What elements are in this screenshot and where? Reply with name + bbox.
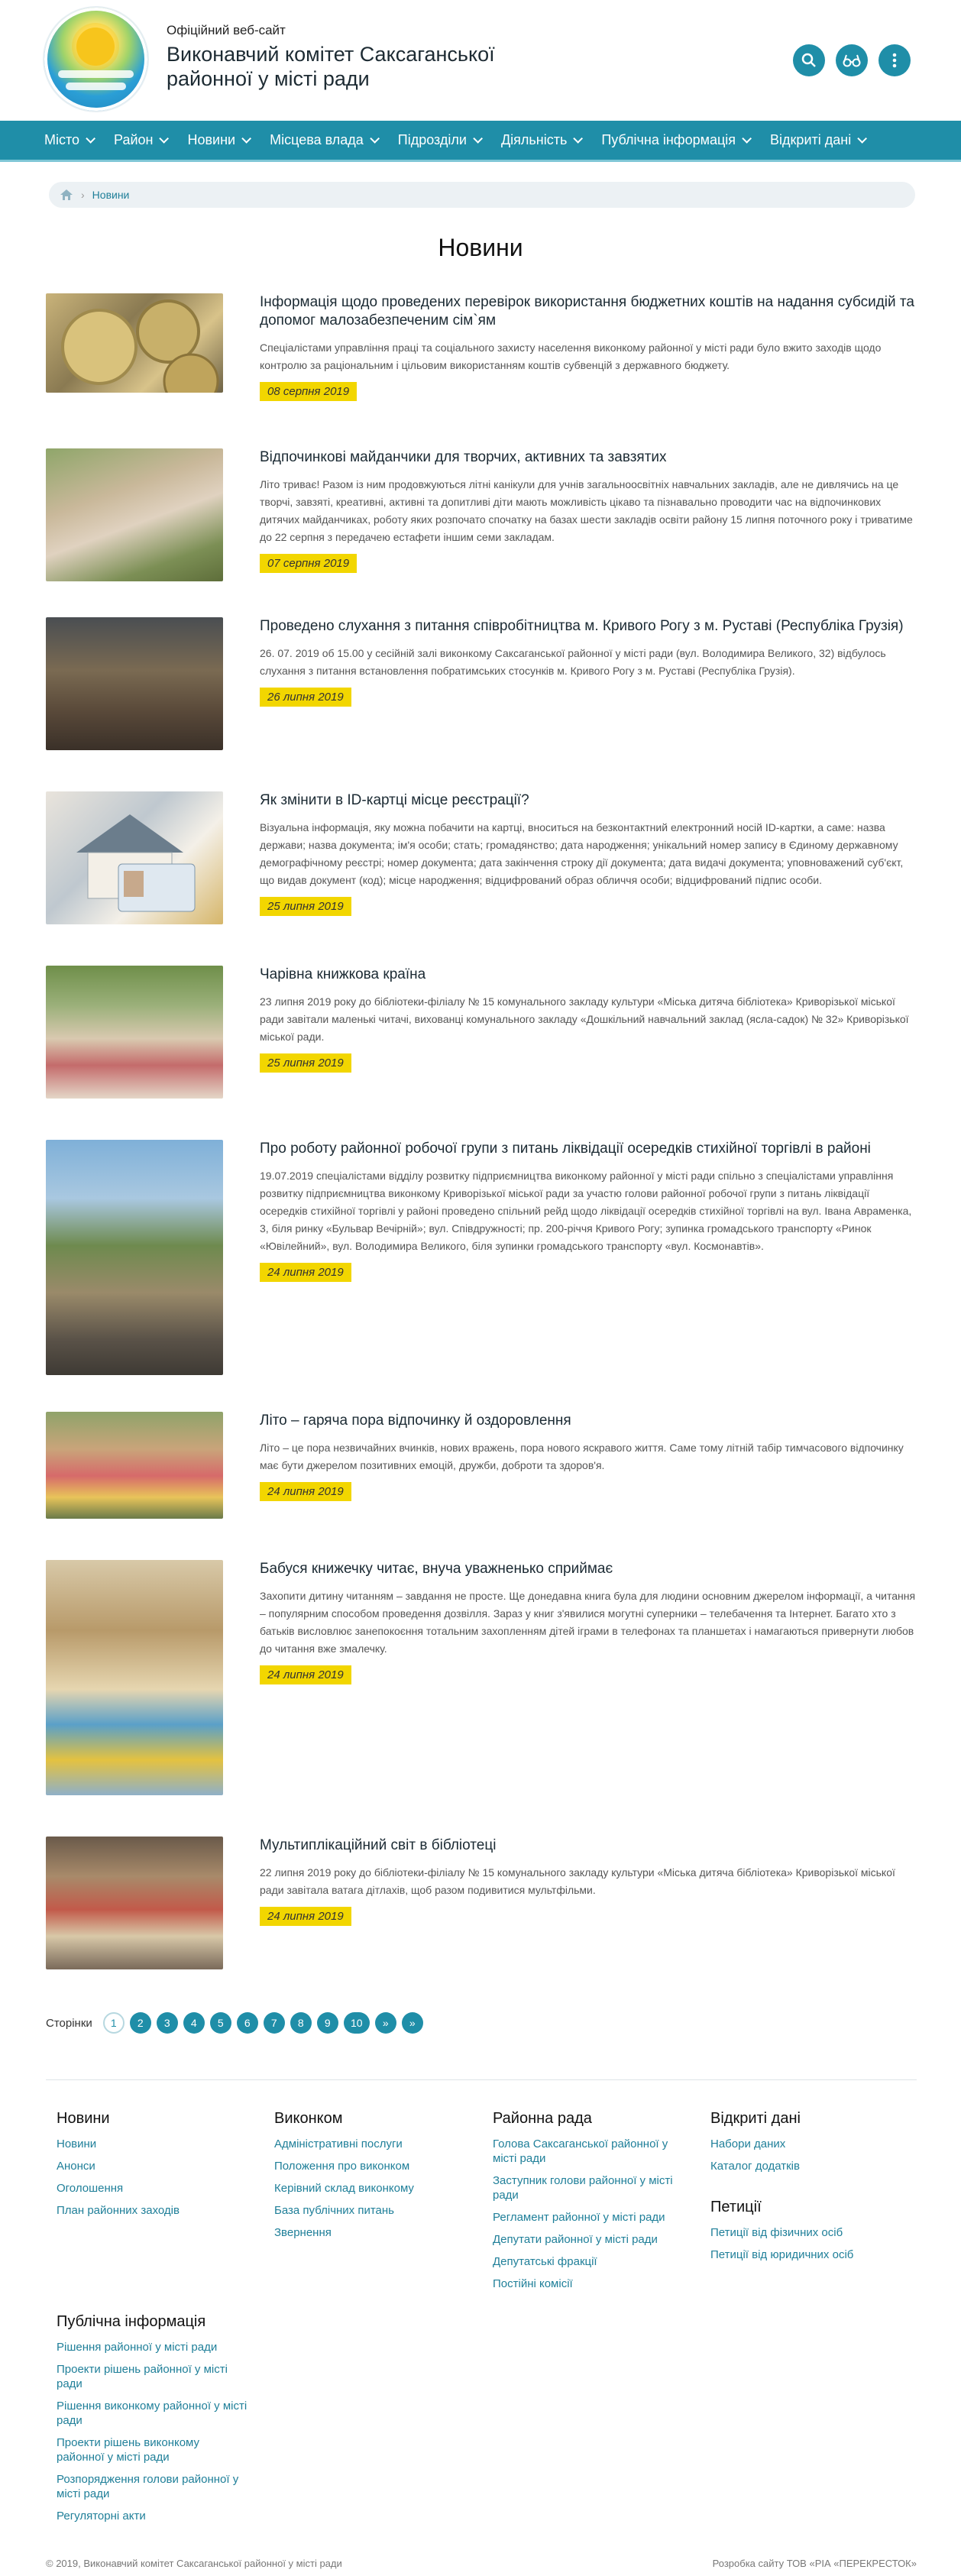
footer-link[interactable]: Каталог додатків: [710, 2160, 800, 2173]
developer-credit[interactable]: Розробка сайту ТОВ «РІА «ПЕРЕКРЕСТОК»: [712, 2558, 917, 2569]
more-menu-button[interactable]: [878, 44, 911, 76]
page-link[interactable]: 10: [344, 2012, 370, 2034]
footer-heading: Публічна інформація: [57, 2313, 206, 2330]
page-link[interactable]: 3: [157, 2012, 178, 2034]
site-logo[interactable]: [44, 8, 147, 111]
news-date: 25 липня 2019: [260, 1053, 351, 1073]
footer-link[interactable]: Рішення виконкому районної у місті ради: [57, 2400, 248, 2427]
site-tagline: Офіційний веб-сайт: [167, 23, 286, 37]
nav-item-raion[interactable]: Район: [114, 121, 166, 160]
footer-col-open-data: [710, 2110, 901, 2181]
coin-image: [46, 293, 223, 393]
chevron-down-icon: [370, 134, 380, 144]
news-thumbnail[interactable]: [46, 966, 223, 1099]
news-excerpt: 26. 07. 2019 об 15.00 у сесійній залі виконкому Саксаганської районної у місті ради (вул. Володимира Великого, 32) відбулось слухання з питання встановлення побратимських стосунків м. Кривого Рогу з м. Руставі (Республіка Грузія).: [260, 647, 886, 677]
sun-icon: [76, 28, 115, 66]
news-title[interactable]: Відпочинкові майданчики для творчих, активних та завзятих: [260, 449, 667, 465]
chevron-down-icon: [241, 134, 251, 144]
footer-link[interactable]: Новини: [57, 2137, 97, 2150]
home-icon[interactable]: [60, 189, 73, 201]
breadcrumb-separator: ›: [81, 189, 85, 201]
page-link[interactable]: 5: [210, 2012, 231, 2034]
footer-link[interactable]: Петиції від юридичних осіб: [710, 2248, 854, 2261]
site-header: [0, 0, 961, 121]
page-link[interactable]: 9: [317, 2012, 338, 2034]
footer-link[interactable]: Заступник голови районної у місті ради: [493, 2174, 673, 2202]
search-icon: [801, 53, 817, 68]
footer-link[interactable]: Проекти рішень виконкому районної у місті ради: [57, 2436, 200, 2464]
chevron-down-icon: [160, 134, 170, 144]
news-date: 24 липня 2019: [260, 1907, 351, 1926]
wave-icon: [66, 83, 126, 90]
wave-icon: [58, 70, 134, 78]
copyright: © 2019, Виконавчий комітет Саксаганської районної у місті ради: [46, 2558, 342, 2569]
footer-link[interactable]: Проекти рішень районної у місті ради: [57, 2363, 228, 2390]
footer-link[interactable]: Регламент районної у місті ради: [493, 2211, 665, 2224]
search-button[interactable]: [793, 44, 825, 76]
chevron-down-icon: [742, 134, 752, 144]
pagination: [46, 2012, 429, 2034]
footer-heading: Відкриті дані: [710, 2110, 801, 2127]
news-date: 08 серпня 2019: [260, 382, 357, 401]
pagination-label: Сторінки: [46, 2016, 92, 2030]
footer-col-news: [57, 2110, 248, 2225]
accessibility-button[interactable]: [836, 44, 868, 76]
footer-link[interactable]: Голова Саксаганської районної у місті ради: [493, 2137, 668, 2165]
page-link[interactable]: 7: [264, 2012, 285, 2034]
footer-link[interactable]: Розпорядження голови районної у місті ради: [57, 2473, 239, 2500]
news-thumbnail[interactable]: [46, 448, 223, 581]
footer-link[interactable]: План районних заходів: [57, 2204, 180, 2217]
news-date: 24 липня 2019: [260, 1263, 351, 1282]
footer-link[interactable]: Регуляторні акти: [57, 2510, 146, 2523]
breadcrumb-current: Новини: [92, 189, 130, 201]
nav-item-misto[interactable]: Місто: [44, 121, 92, 160]
footer-link[interactable]: Депутати районної у місті ради: [493, 2233, 658, 2246]
news-title[interactable]: Літо – гаряча пора відпочинку й оздоровлення: [260, 1413, 571, 1429]
footer-link[interactable]: Депутатські фракції: [493, 2255, 597, 2268]
footer-link[interactable]: Положення про виконком: [274, 2160, 410, 2173]
news-excerpt: Літо – це пора незвичайних вчинків, нових вражень, пора нового яскравого життя. Саме тому літній табір тимчасового відпочинку має бути джерелом позитивних емоцій, дружби, доброти та здоров'я.: [260, 1442, 904, 1471]
page-link-current[interactable]: 1: [103, 2012, 125, 2034]
news-excerpt: Захопити дитину читанням – завдання не просте. Ще донедавна книга була для людини основним джерелом інформації, а читання – популярним способом проведення дозвілля. Зараз у книг з'явилися могутні суперники – телебачення та Інтернет. Багато хто з батьків висловлює занепокоєння тотальним захопленням дітей іграми в телефонах та планшетах і намагаються привернути любов до читання вже змалечку.: [260, 1590, 916, 1655]
glasses-icon: [843, 53, 861, 68]
footer-link[interactable]: Звернення: [274, 2226, 332, 2239]
nav-item-diialnist[interactable]: Діяльність: [501, 121, 580, 160]
footer-link[interactable]: Набори даних: [710, 2137, 786, 2150]
nav-item-pidrozdily[interactable]: Підрозділи: [398, 121, 480, 160]
footer-link[interactable]: Рішення районної у місті ради: [57, 2341, 218, 2354]
nav-item-vidkryti-dani[interactable]: Відкриті дані: [770, 121, 864, 160]
footer-heading: Петиції: [710, 2199, 762, 2215]
page-link[interactable]: 6: [237, 2012, 258, 2034]
news-excerpt: Візуальна інформація, яку можна побачити на картці, вноситься на безконтактний електронний носій ID-картки, а саме: назва держави; назва документа; ім'я особи; стать; громадянство; дата народження; унікальний номер запису в Єдиному державному демографічному реєстрі; номер документа; дата закінчення строку дії документа; дата видачі документа; уповноважений суб'єкт, що видав документ (код); місце народження; відцифрований образ обличчя особи; відцифрований підпис особи.: [260, 821, 904, 886]
footer-link[interactable]: База публічних питань: [274, 2204, 394, 2217]
news-date: 26 липня 2019: [260, 688, 351, 707]
news-title[interactable]: Бабуся книжечку читає, внуча уважненько сприймає: [260, 1561, 613, 1577]
footer-col-vykonkom: [274, 2110, 465, 2248]
news-title[interactable]: Проведено слухання з питання співробітництва м. Кривого Рогу з м. Руставі (Республіка Грузія): [260, 618, 904, 634]
news-thumbnail[interactable]: [46, 791, 223, 924]
news-excerpt: 23 липня 2019 року до бібліотеки-філіалу № 15 комунального закладу культури «Міська дитяча бібліотека» Криворізької міської ради завітали маленькі читачі, вихованці комунального закладу «Дошкільний навчальний заклад (ясла-садок) № 32» Криворізької міської ради.: [260, 995, 909, 1043]
page-link[interactable]: 4: [183, 2012, 205, 2034]
footer-link[interactable]: Петиції від фізичних осіб: [710, 2226, 843, 2239]
news-title[interactable]: Про роботу районної робочої групи з питань ліквідації осередків стихійної торгівлі в районі: [260, 1141, 871, 1157]
main-nav: [0, 121, 961, 162]
footer-heading: Виконком: [274, 2110, 343, 2127]
footer-link[interactable]: Анонси: [57, 2160, 95, 2173]
nav-item-novyny[interactable]: Новини: [187, 121, 248, 160]
page-link[interactable]: 8: [290, 2012, 312, 2034]
footer-heading: Районна рада: [493, 2110, 592, 2127]
last-page-button[interactable]: »: [402, 2012, 423, 2034]
chevron-down-icon: [86, 134, 95, 144]
news-date: 24 липня 2019: [260, 1665, 351, 1684]
footer-divider: [46, 2079, 917, 2080]
news-excerpt: Спеціалістами управління праці та соціального захисту населення виконкому районної у місті ради було вжито заходів щодо контролю за раціональним і цільовим використанням коштів субвенцій з державного бюджету.: [260, 341, 882, 371]
news-excerpt: Літо триває! Разом із ним продовжуються літні канікули для учнів загальноосвітніх навчальних закладів, але не дивлячись на це творчі, завзяті, креативні, активні та допитливі діти мають можливість цікаво та пізнавально проводити час на відпочинкових дитячих майданчиках, роботу яких розпочато спочатку на базах шести закладів освіти району 15 липня поточного року і триватиме до 22 серпня з передачею естафети іншим семи закладам.: [260, 478, 913, 543]
footer-link[interactable]: Керівний склад виконкому: [274, 2182, 414, 2195]
news-title[interactable]: Як змінити в ID-картці місце реєстрації?: [260, 792, 529, 808]
nav-item-mistseva-vlada[interactable]: Місцева влада: [270, 121, 377, 160]
page-link[interactable]: 2: [130, 2012, 151, 2034]
news-thumbnail[interactable]: [46, 293, 223, 393]
footer-link[interactable]: Адміністративні послуги: [274, 2137, 403, 2150]
news-title[interactable]: Мультиплікаційний світ в бібліотеці: [260, 1837, 497, 1853]
news-date: 07 серпня 2019: [260, 554, 357, 573]
id-card-image: [46, 791, 223, 924]
breadcrumb: [49, 182, 915, 208]
news-thumbnail[interactable]: [46, 1837, 223, 1969]
footer-heading: Новини: [57, 2110, 110, 2127]
news-thumbnail[interactable]: [46, 1412, 223, 1519]
next-page-button[interactable]: »: [375, 2012, 396, 2034]
news-date: 24 липня 2019: [260, 1482, 351, 1501]
footer-col-public-info: [57, 2313, 248, 2531]
footer-link[interactable]: Постійні комісії: [493, 2277, 573, 2290]
chevron-down-icon: [574, 134, 584, 144]
more-vertical-icon: [892, 53, 897, 68]
news-thumbnail[interactable]: [46, 617, 223, 750]
chevron-down-icon: [857, 134, 867, 144]
news-thumbnail[interactable]: [46, 1560, 223, 1795]
news-date: 25 липня 2019: [260, 897, 351, 916]
news-title[interactable]: Інформація щодо проведених перевірок використання бюджетних коштів на надання субсидій та допомог малозабезпеченим сім`ям: [260, 294, 914, 328]
nav-item-publichna-informatsiia[interactable]: Публічна інформація: [601, 121, 749, 160]
news-title[interactable]: Чарівна книжкова країна: [260, 966, 426, 982]
site-title[interactable]: Виконавчий комітет Саксаганської районної у місті ради: [167, 43, 495, 90]
footer-col-petitions: [710, 2199, 901, 2270]
news-thumbnail[interactable]: [46, 1140, 223, 1375]
chevron-down-icon: [473, 134, 483, 144]
footer-link[interactable]: Оголошення: [57, 2182, 124, 2195]
news-excerpt: 19.07.2019 спеціалістами відділу розвитку підприємництва виконкому районної у місті ради спільно з спеціалістами управління розвитку підприємництва виконкому Криворізької міської ради за участю голови районної робочої групи з питань ліквідації осередків стихійної торгівлі у районі проведено спільний рейд щодо ліквідації осередків стихійної торгівлі на вул. Івана Авраменка, 3, біля ринку «Бульвар Вечірній»; вул. Співдружності; пр. 200-річчя Кривого Рогу; зупинка громадського транспорту «Ринок «Ювілейний», вул. Володимира Великого, біля зупинки громадського транспорту «вул. Космонавтів».: [260, 1170, 912, 1252]
news-excerpt: 22 липня 2019 року до бібліотеки-філіалу № 15 комунального закладу культури «Міська дитяча бібліотека» Криворізької міської ради завітала ватага дітлахів, щоб разом подивитися мультфільми.: [260, 1866, 895, 1896]
page-title: Новини: [438, 234, 523, 261]
footer-col-raionna-rada: [493, 2110, 684, 2299]
